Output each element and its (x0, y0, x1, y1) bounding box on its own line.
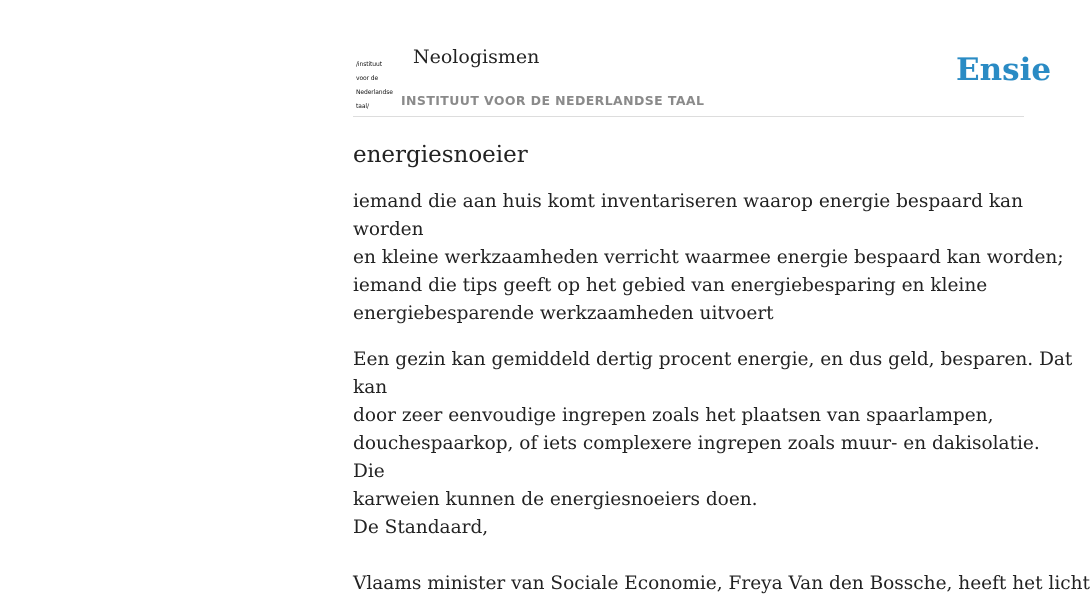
organization-name: INSTITUUT VOOR DE NEDERLANDSE TAAL (401, 93, 705, 108)
ivdnt-logo[interactable] (356, 54, 398, 110)
entry-content (353, 138, 1090, 598)
ensie-brand-link[interactable]: Ensie (956, 52, 1052, 88)
logo-text-line: voor de (356, 75, 379, 82)
entry-definition: iemand die aan huis komt inventariseren waarop energie bespaard kan worden en kleine werkzaamheden verricht waarmee energie bespaard kan worden; iemand die tips geeft op het gebied van energiebesparing en kleine energiebesparende werkzaamheden uitvoert (353, 191, 1064, 324)
entry-word: energiesnoeier (353, 142, 528, 168)
header (353, 40, 1052, 117)
logo-text-line: /instituut (356, 61, 382, 68)
logo-text-line: Nederlandse (356, 89, 393, 96)
app-title[interactable]: Neologismen (413, 46, 540, 68)
citation-quote: Vlaams minister van Sociale Economie, Freya Van den Bossche, heeft het licht (353, 573, 1090, 594)
citation-source: De Standaard, (353, 517, 489, 538)
citation-quote: Een gezin kan gemiddeld dertig procent energie, en dus geld, besparen. Dat kan door zeer eenvoudige ingrepen zoals het plaatsen van spaarlampen, douchespaarkop, of iets complexere ingrepen zoals muur- en dakisolatie. Die karweien kunnen de energiesnoeiers doen. (353, 349, 1073, 510)
logo-text-line: taal/ (356, 103, 369, 110)
